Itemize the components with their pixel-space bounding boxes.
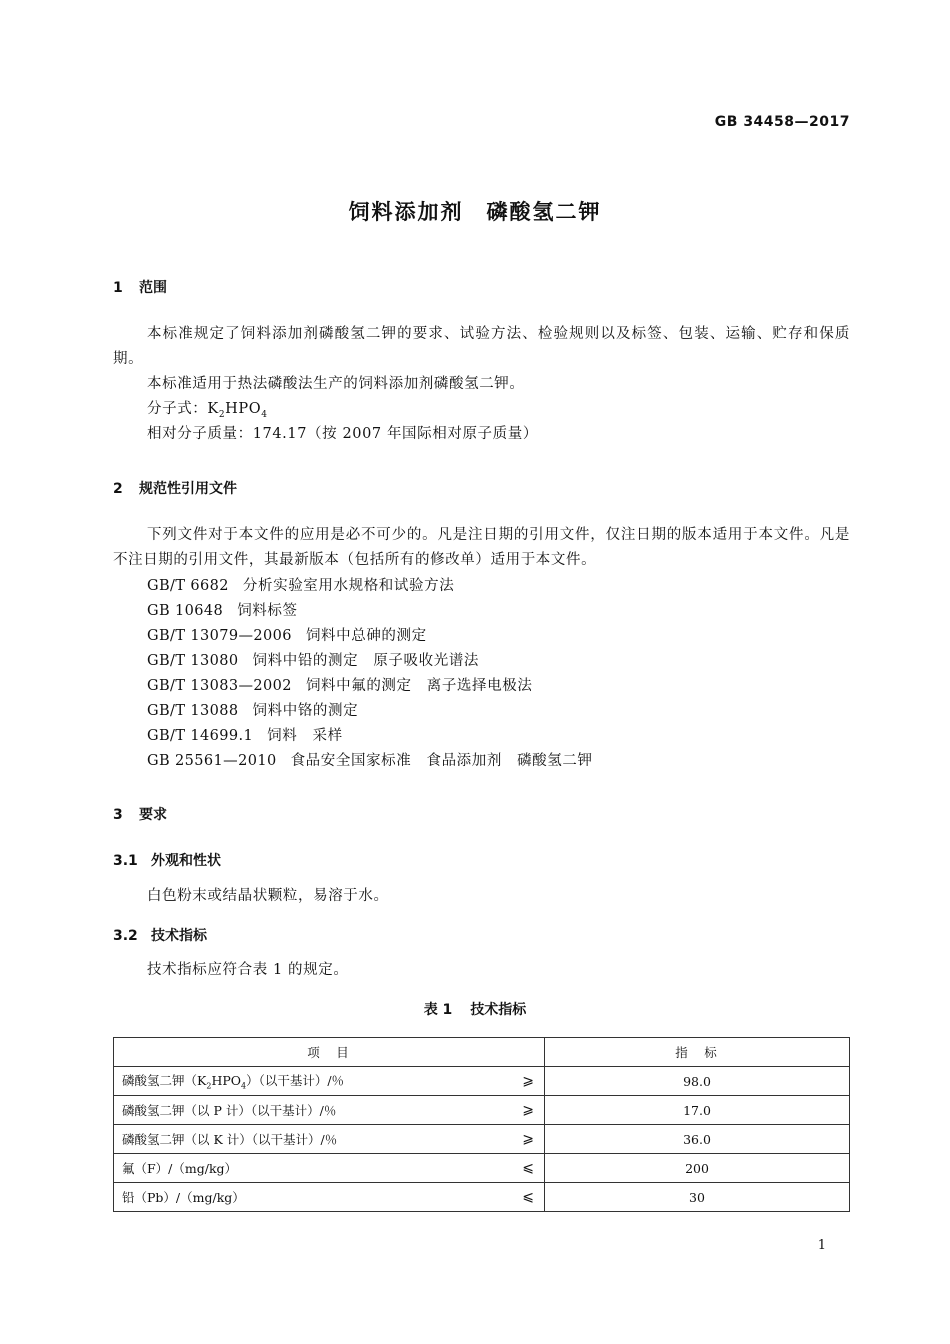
formula-o-subscript: 4 (261, 409, 268, 420)
reference-item (147, 624, 427, 645)
column-header-value: 指 标 (545, 1038, 850, 1067)
scope-paragraph-1: 本标准规定了饲料添加剂磷酸氢二钾的要求、试验方法、检验规则以及标签、包装、运输、贮存和保质期。 (113, 326, 850, 367)
reference-item (147, 724, 343, 745)
reference-code: GB/T 13083—2002 (147, 678, 292, 694)
item-subscript: 4 (241, 1081, 247, 1091)
item-text: 磷酸氢二钾（以 P 计）（以干基计）/％ (122, 1103, 337, 1118)
value-cell: 98.0 (545, 1067, 850, 1096)
comparison-operator: ⩽ (522, 1189, 534, 1205)
table-header-row (114, 1038, 850, 1067)
item-subscript: 2 (206, 1081, 212, 1091)
reference-item (147, 599, 298, 620)
table-title: 技术指标 (470, 1002, 527, 1018)
reference-code: GB/T 13080 (147, 653, 239, 669)
table-row (114, 1125, 850, 1154)
item-text: 磷酸氢二钾（以 K 计）（以干基计）/％ (122, 1132, 338, 1147)
table-row (114, 1183, 850, 1212)
relative-molecular-mass: 相对分子质量：174.17（按 2007 年国际相对原子质量） (147, 426, 538, 442)
comparison-operator: ⩾ (522, 1102, 534, 1118)
section-title: 外观和性状 (151, 853, 221, 869)
value-cell: 200 (545, 1154, 850, 1183)
column-header-item: 项 目 (114, 1038, 545, 1067)
table-caption (0, 999, 950, 1019)
reference-item (147, 649, 479, 670)
reference-title: 食品安全国家标准 食品添加剂 磷酸氢二钾 (290, 753, 593, 769)
item-text: 氟（F）/（mg/kg） (122, 1161, 238, 1176)
item-text-pre: 磷酸氢二钾（K (122, 1073, 207, 1089)
value-cell: 30 (545, 1183, 850, 1212)
item-cell (114, 1183, 545, 1212)
reference-code: GB 25561—2010 (147, 753, 277, 769)
formula-k-subscript: 2 (218, 409, 226, 420)
section-title: 要求 (139, 807, 167, 823)
item-text-post: ）（以干基计）/％ (246, 1073, 345, 1089)
section-number: 2 (113, 481, 123, 497)
comparison-operator: ⩽ (522, 1160, 534, 1176)
appearance-text: 白色粉末或结晶状颗粒，易溶于水。 (147, 888, 389, 904)
section-title: 技术指标 (151, 928, 207, 944)
section-number: 3.1 (113, 853, 138, 869)
value-cell: 36.0 (545, 1125, 850, 1154)
section-3-2-heading (113, 925, 207, 945)
page-number: 1 (817, 1238, 826, 1253)
formula-k: K (207, 401, 219, 417)
section-number: 3 (113, 807, 123, 823)
section-3-heading (113, 804, 167, 824)
comparison-operator: ⩾ (522, 1073, 534, 1089)
reference-code: GB/T 13079—2006 (147, 628, 292, 644)
reference-title: 饲料中铅的测定 原子吸收光谱法 (252, 653, 480, 669)
document-title: 饲料添加剂 磷酸氢二钾 (348, 200, 602, 224)
table-row (114, 1154, 850, 1183)
item-cell (114, 1125, 545, 1154)
table-row (114, 1096, 850, 1125)
reference-item (147, 574, 454, 595)
reference-code: GB 10648 (147, 603, 224, 619)
table-row (114, 1067, 850, 1096)
table-number: 表 1 (423, 1002, 453, 1018)
reference-item (147, 674, 532, 695)
section-3-1-heading (113, 850, 221, 870)
formula-hpo: HPO (225, 401, 262, 417)
section-number: 1 (113, 280, 123, 296)
reference-title: 分析实验室用水规格和试验方法 (242, 578, 455, 594)
comparison-operator: ⩾ (522, 1131, 534, 1147)
reference-title: 饲料中氟的测定 离子选择电极法 (305, 678, 533, 694)
reference-title: 饲料标签 (237, 603, 298, 619)
technical-requirement-text: 技术指标应符合表 1 的规定。 (147, 962, 349, 978)
item-cell (114, 1067, 545, 1096)
reference-code: GB/T 6682 (147, 578, 229, 594)
normative-intro: 下列文件对于本文件的应用是必不可少的。凡是注日期的引用文件，仅注日期的版本适用于本文件。凡是不注日期的引用文件，其最新版本（包括所有的修改单）适用于本文件。 (113, 527, 850, 568)
section-1-heading (113, 277, 167, 297)
formula-label: 分子式： (147, 401, 208, 417)
standard-number: GB 34458—2017 (714, 114, 850, 130)
reference-title: 饲料中铬的测定 (252, 703, 359, 719)
item-cell (114, 1154, 545, 1183)
reference-code: GB/T 13088 (147, 703, 239, 719)
reference-item (147, 699, 358, 720)
section-2-heading (113, 478, 237, 498)
section-title: 规范性引用文件 (139, 481, 237, 497)
item-cell (114, 1096, 545, 1125)
item-text-mid: HPO (211, 1073, 241, 1089)
section-title: 范围 (139, 280, 167, 296)
reference-title: 饲料 采样 (267, 728, 343, 744)
section-number: 3.2 (113, 928, 138, 944)
value-cell: 17.0 (545, 1096, 850, 1125)
item-text: 铅（Pb）/（mg/kg） (122, 1190, 245, 1205)
scope-paragraph-2: 本标准适用于热法磷酸法生产的饲料添加剂磷酸氢二钾。 (147, 376, 525, 392)
reference-code: GB/T 14699.1 (147, 728, 254, 744)
reference-item (147, 749, 593, 770)
reference-title: 饲料中总砷的测定 (305, 628, 427, 644)
technical-indicators-table (113, 1037, 850, 1212)
